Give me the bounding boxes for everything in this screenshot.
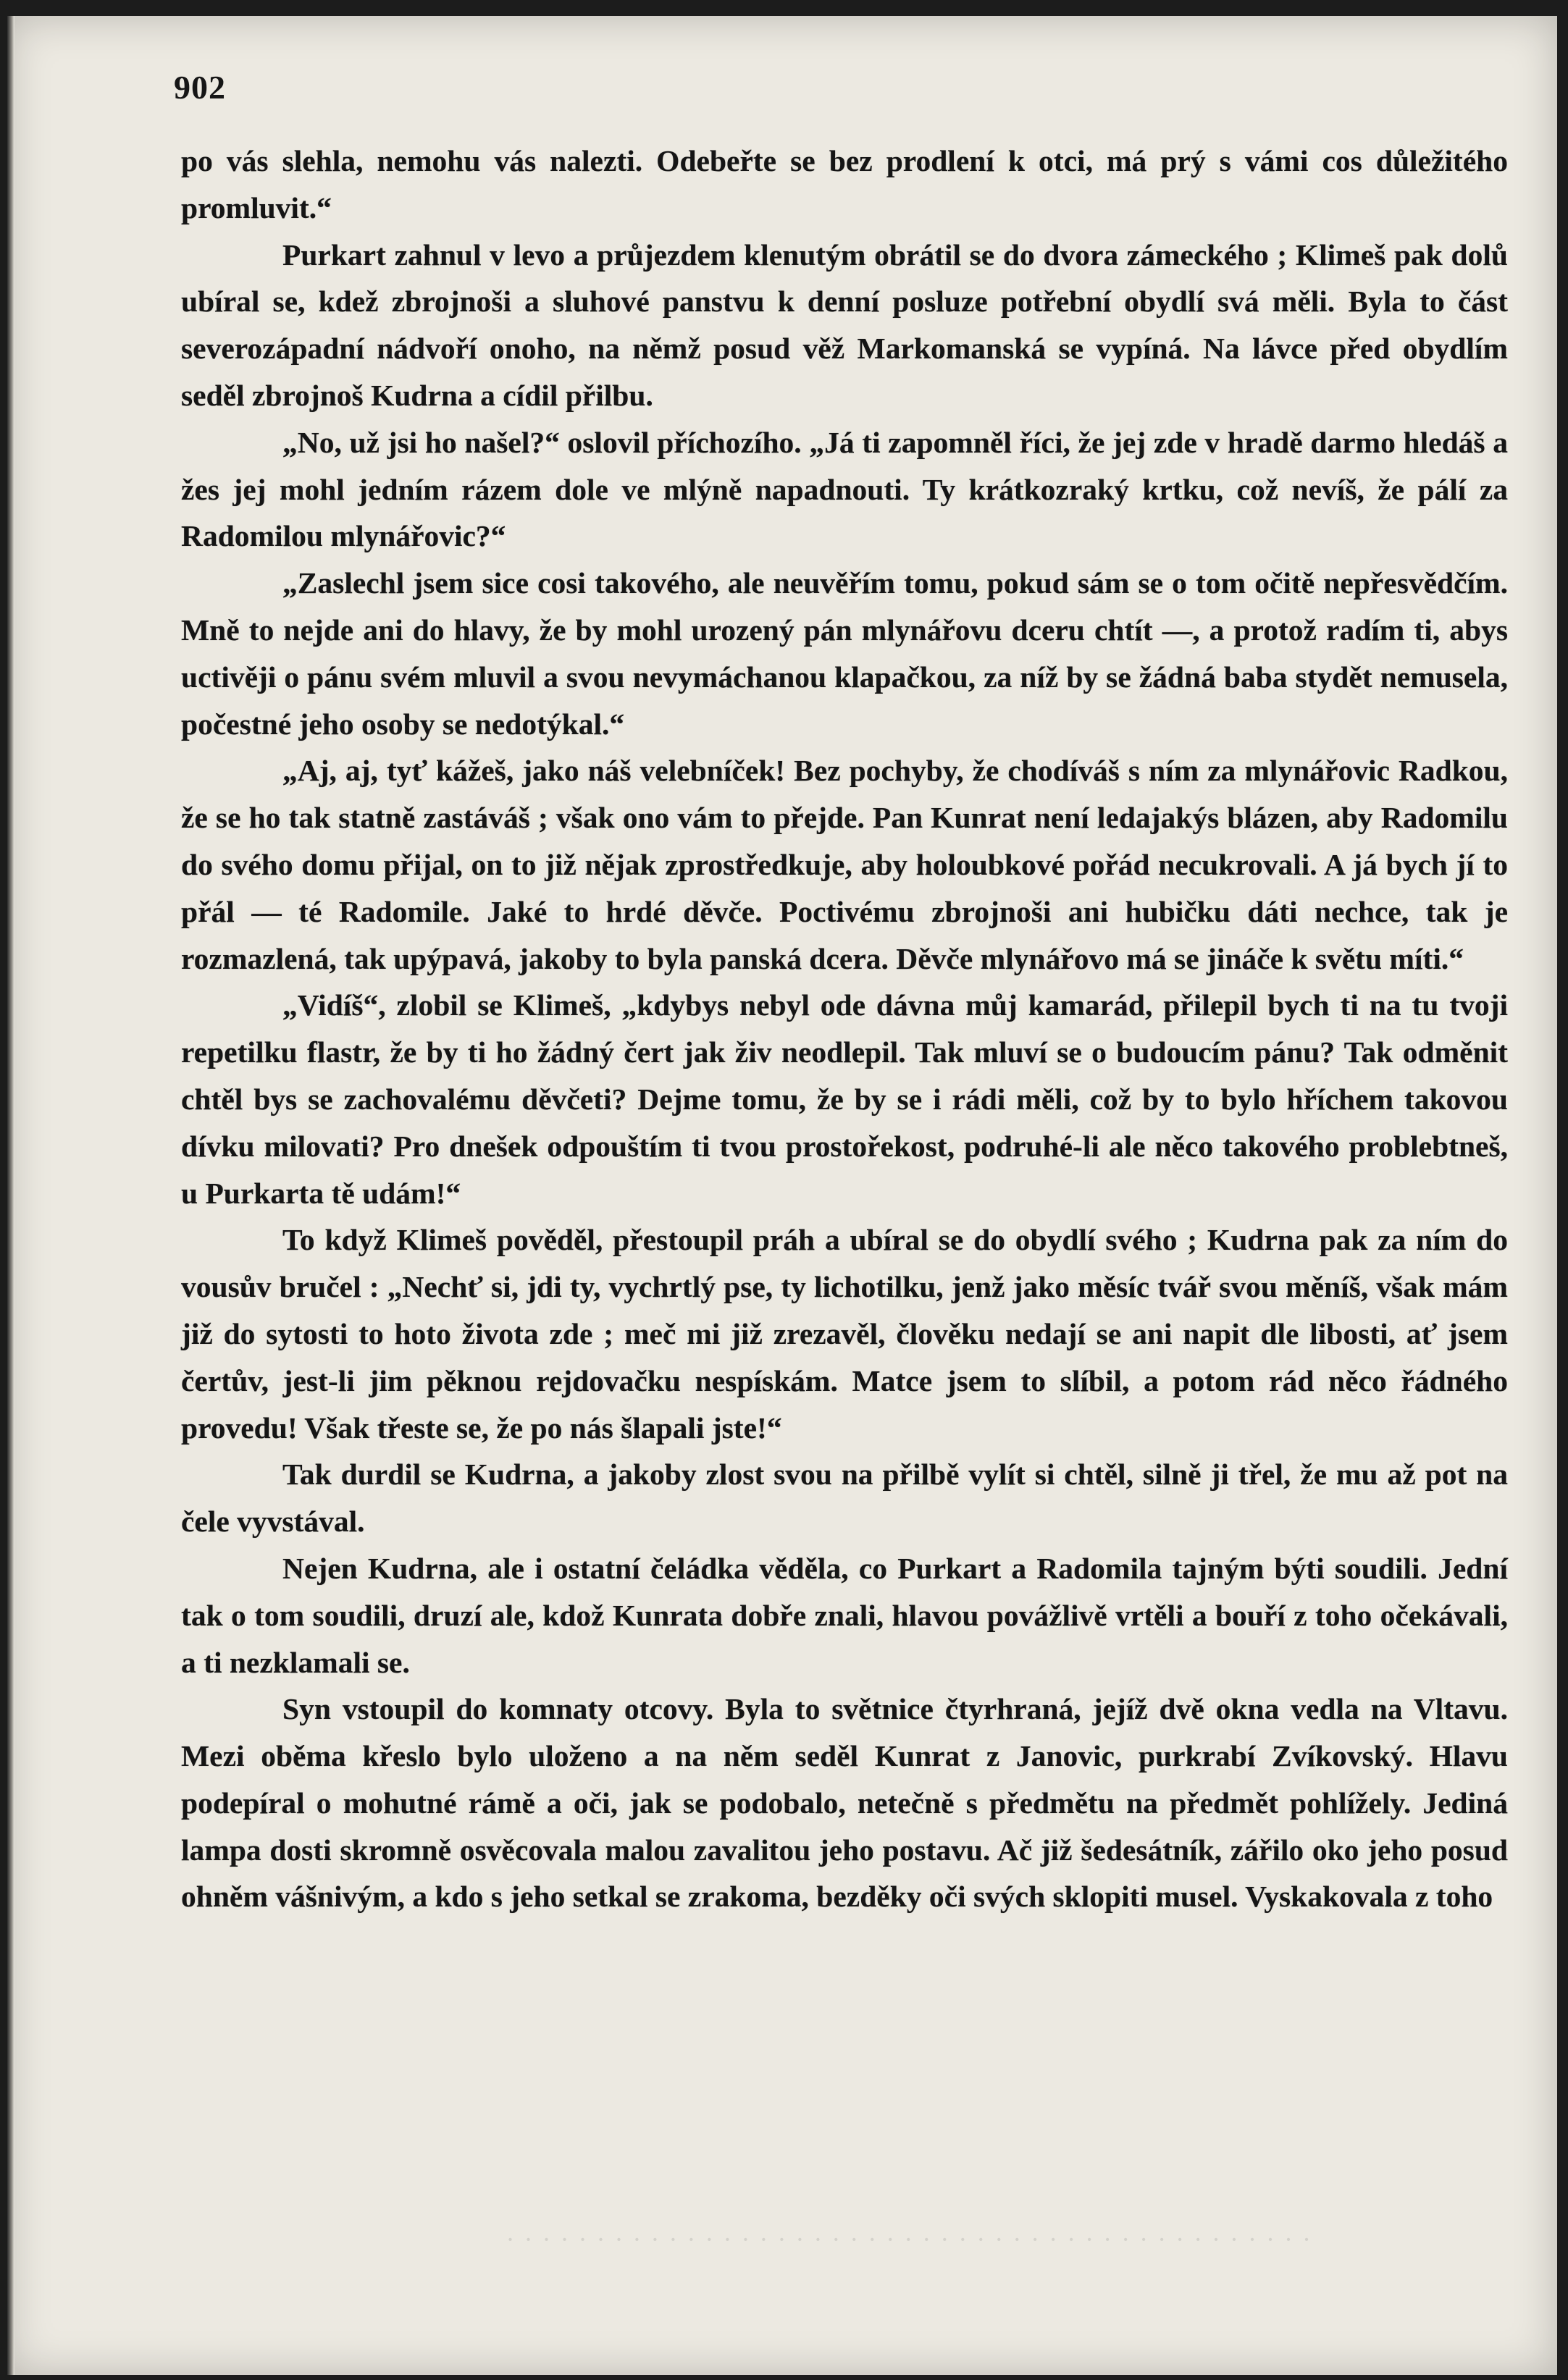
paragraph-5: „Aj, aj, tyť kážeš, jako náš velebníček! Bez pochyby, že chodíváš s ním za mlynářovic Radkou, že se ho tak statně zastáváš ; však ono vám to přejde. Pan Kunrat není ledajakýs blázen, aby Radomilu do svého domu přijal, on to již nějak zprostředkuje, aby holoubkové pořád necukrovali. A já bych jí to přál — té Radomile. Jaké to hrdé děvče. Poctivému zbrojnoši ani hubičku dáti nechce, tak je rozmazlená, tak upýpavá, jakoby to byla panská dcera. Děvče mlynářovo má se jináče k světu míti.“: [181, 754, 1508, 975]
book-page: [7, 16, 1557, 2375]
paragraph-4: „Zaslechl jsem sice cosi takového, ale neuvěřím tomu, pokud sám se o tom očitě nepřesvědčím. Mně to nejde ani do hlavy, že by mohl urozený pán mlynářovu dceru chtít —, a protož radím ti, abys uctivěji o pánu svém mluvil a svou nevymáchanou klapačkou, za níž by se žádná baba stydět nemusela, počestné jeho osoby se nedotýkal.“: [181, 566, 1508, 741]
paragraph-6: „Vidíš“, zlobil se Klimeš, „kdybys nebyl ode dávna můj kamarád, přilepil bych ti na tu tvoji repetilku flastr, že by ti ho žádný čert jak živ neodlepil. Tak mluví se o budoucím pánu? Tak odměnit chtěl bys se zachovalému děvčeti? Dejme tomu, že by se i rádi měli, což by to bylo hříchem takovou dívku milovati? Pro dnešek odpouštím ti tvou prostořekost, podruhé-li ale něco takového problebtneš, u Purkarta tě udám!“: [181, 988, 1508, 1210]
paragraph-3: „No, už jsi ho našel?“ oslovil příchozího. „Já ti zapomněl říci, že jej zde v hradě darmo hledáš a žes jej mohl jedním rázem dole ve mlýně napadnouti. Ty krátkozraký krtku, což nevíš, že pálí za Radomilou mlynářovic?“: [181, 425, 1508, 553]
page-number: 902: [174, 69, 226, 106]
bleed-through-texture: · · · · · · · · · · · · · · · · · · · · · · · · · · · · · · · · · · · · · · · · · · · · ·: [504, 2225, 1311, 2254]
scan-edge-shadow: [7, 16, 14, 2375]
paragraph-10: Syn vstoupil do komnaty otcovy. Byla to světnice čtyrhraná, jejíž dvě okna vedla na Vltavu. Mezi oběma křeslo bylo uloženo a na něm seděl Kunrat z Janovic, purkrabí Zvíkovský. Hlavu podepíral o mohutné rámě a oči, jak se podobalo, netečně s předmětu na předmět pohlížely. Jediná lampa dosti skromně osvěcovala malou zavalitou jeho postavu. Ač již šedesátník, zářilo oko jeho posud ohněm vášnivým, a kdo s jeho setkal se zrakoma, bezděky oči svých sklopiti musel. Vyskakovala z toho: [181, 1692, 1508, 1914]
paragraph-1: po vás slehla, nemohu vás nalezti. Odebeřte se bez prodlení k otci, má prý s vámi cos důležitého promluvit.“: [181, 144, 1508, 224]
paragraph-8: Tak durdil se Kudrna, a jakoby zlost svou na přilbě vylít si chtěl, silně ji třel, že mu až pot na čele vyvstával.: [181, 1458, 1508, 1539]
paragraph-2: Purkart zahnul v levo a průjezdem klenutým obrátil se do dvora zámeckého ; Klimeš pak dolů ubíral se, kdež zbrojnoši a sluhové panstvu k denní posluze potřební obydlí svá měli. Byla to část severozápadní nádvoří onoho, na němž posud věž Markomanská se vypíná. Na lávce před obydlím seděl zbrojnoš Kudrna a cídil přilbu.: [181, 237, 1508, 412]
paragraph-9: Nejen Kudrna, ale i ostatní čeládka věděla, co Purkart a Radomila tajným býti soudili. Jední tak o tom soudili, druzí ale, kdož Kunrata dobře znali, hlavou povážlivě vrtěli a bouří z toho očekávali, a ti nezklamali se.: [181, 1551, 1508, 1679]
paragraph-7: To když Klimeš pověděl, přestoupil práh a ubíral se do obydlí svého ; Kudrna pak za ním do vousův bručel : „Nechť si, jdi ty, vychrtlý pse, ty lichotilku, jenž jako měsíc tvář svou měníš, však mám již do sytosti to hoto života zde ; meč mi již zrezavěl, člověku nedají se ani napit dle libosti, ať jsem čertův, jest-li jim pěknou rejdovačku nespískám. Matce jsem to slíbil, a potom rád něco řádného provedu! Však třeste se, že po nás šlapali jste!“: [181, 1223, 1508, 1445]
text-body: [181, 138, 1508, 1920]
